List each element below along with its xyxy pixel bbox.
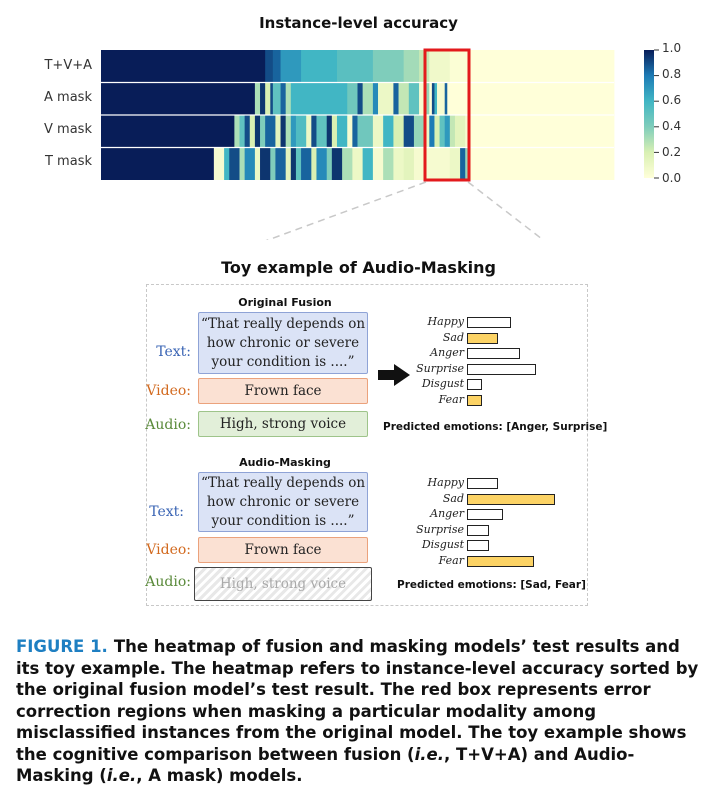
heatmap-cell xyxy=(429,83,432,116)
heatmap-cell xyxy=(296,148,302,181)
heatmap-cell xyxy=(296,115,307,148)
caption-ie-1: i.e. xyxy=(414,744,444,764)
zoom-connector-right xyxy=(468,182,590,240)
heatmap-title: Instance-level accuracy xyxy=(259,14,458,32)
masked-video-label: Video: xyxy=(146,542,191,558)
heatmap-cell xyxy=(270,148,276,181)
heatmap-cell xyxy=(214,148,225,181)
masked-emotion-bar xyxy=(467,478,498,489)
heatmap-cell xyxy=(404,148,415,181)
heatmap-cell xyxy=(234,115,240,148)
heatmap-cell xyxy=(399,83,410,116)
original-text-label: Text: xyxy=(156,344,191,360)
masked-video-box: Frown face xyxy=(198,537,368,563)
colorbar-tick-label: 0.2 xyxy=(662,145,682,159)
heatmap-cell xyxy=(470,50,614,83)
colorbar-tick-label: 0.8 xyxy=(662,67,682,81)
masked-emotion-bar xyxy=(467,540,489,551)
original-text-line: how chronic or severe xyxy=(206,334,360,351)
masked-emotion-bar xyxy=(467,556,534,567)
heatmap-cell xyxy=(358,115,374,148)
original-video-box: Frown face xyxy=(198,378,368,404)
heatmap-cell xyxy=(373,83,379,116)
heatmap-cell xyxy=(245,148,256,181)
heatmap-cell xyxy=(286,148,292,181)
caption-text-3: , A mask) models. xyxy=(136,766,303,785)
masked-text-line: your condition is ....” xyxy=(211,512,355,529)
figure-caption xyxy=(16,636,706,787)
heatmap-cell xyxy=(429,50,450,83)
caption-text-1: The heatmap of fusion and masking models’ test results and its toy example. The heatmap refers to instance-level accuracy sorted by the original fusion model’s test result. The red box represents error correction regions when masking a particular modality among misclassified instances from the original model. The toy example shows the cognitive comparison between fusion ( xyxy=(16,637,699,764)
heatmap-cell xyxy=(327,148,333,181)
heatmap-cell xyxy=(255,148,261,181)
heatmap-cell xyxy=(447,83,470,116)
masked-emotion-label: Sad xyxy=(442,491,464,505)
heatmap-cell xyxy=(470,148,614,181)
original-emotion-bar xyxy=(467,379,482,390)
heatmap-cell xyxy=(432,83,435,116)
heatmap-cell xyxy=(450,115,456,148)
heatmap-cell xyxy=(378,83,394,116)
heatmap-cell xyxy=(445,83,448,116)
heatmap-cell xyxy=(255,115,261,148)
original-text-line: your condition is ....” xyxy=(211,353,355,370)
heatmap-cell xyxy=(424,148,450,181)
heatmap-cell xyxy=(255,83,261,116)
heatmap-cell xyxy=(240,148,246,181)
heatmap-cell xyxy=(281,50,302,83)
heatmap-cell xyxy=(273,50,281,83)
original-emotion-bar xyxy=(467,364,536,375)
heatmap-cell xyxy=(347,115,353,148)
heatmap-cell xyxy=(363,83,374,116)
heatmap-cell xyxy=(275,115,281,148)
masked-emotion-bar xyxy=(467,509,503,520)
masked-emotion-label: Happy xyxy=(427,476,464,489)
heatmap-cell xyxy=(347,83,358,116)
original-emotion-label: Sad xyxy=(442,330,464,344)
heatmap-cell xyxy=(332,148,343,181)
heatmap-cell xyxy=(311,115,317,148)
audio-masking-title: Audio-Masking xyxy=(239,456,331,469)
row-label-t-mask: T mask xyxy=(44,154,92,169)
masked-emotion-bar xyxy=(467,494,555,505)
original-emotion-bar xyxy=(467,348,520,359)
original-audio-label: Audio: xyxy=(145,417,191,433)
heatmap-cell xyxy=(273,83,281,116)
heatmap-cell xyxy=(291,83,348,116)
heatmap-cell xyxy=(358,83,364,116)
heatmap-cell xyxy=(434,115,440,148)
heatmap-cell xyxy=(429,115,435,148)
colorbar-tick-label: 0.4 xyxy=(662,119,682,133)
masked-audio-label: Audio: xyxy=(145,574,191,590)
heatmap-cell xyxy=(101,115,235,148)
heatmap-cell xyxy=(352,115,358,148)
original-emotion-label: Disgust xyxy=(421,377,464,390)
masked-text-box xyxy=(198,472,368,532)
heatmap-cell xyxy=(316,115,327,148)
masked-emotion-label: Surprise xyxy=(416,522,464,536)
row-label-tva: T+V+A xyxy=(44,58,92,73)
heatmap-cell xyxy=(383,115,394,148)
heatmap-cell xyxy=(291,115,297,148)
heatmap-cell xyxy=(224,148,230,181)
heatmap-cell xyxy=(265,115,276,148)
heatmap-cell xyxy=(240,115,246,148)
heatmap-cell xyxy=(306,115,312,148)
heatmap-cell xyxy=(291,148,297,181)
heatmap-cell xyxy=(393,115,404,148)
heatmap-cell xyxy=(337,50,373,83)
heatmap-cell xyxy=(414,115,425,148)
row-label-a-mask: A mask xyxy=(44,90,92,105)
heatmap-cell xyxy=(404,115,415,148)
original-emotion-label: Fear xyxy=(438,392,464,406)
heatmap-cell xyxy=(450,148,461,181)
heatmap-cell xyxy=(352,148,363,181)
heatmap-cell xyxy=(460,148,466,181)
colorbar-ticks xyxy=(654,50,659,178)
original-video-label: Video: xyxy=(146,383,191,399)
colorbar-tick-label: 0.0 xyxy=(662,171,682,185)
masked-emotion-bar xyxy=(467,525,489,536)
heatmap-cell xyxy=(332,115,338,148)
zoom-connector-left xyxy=(148,182,426,240)
masked-text-line: “That really depends on xyxy=(200,474,366,491)
original-text-line: “That really depends on xyxy=(200,315,366,332)
heatmap-cell xyxy=(409,83,420,116)
caption-ie-2: i.e. xyxy=(106,766,137,785)
heatmap-cell xyxy=(281,83,287,116)
heatmap-cell xyxy=(440,115,446,148)
heatmap-cell xyxy=(275,148,286,181)
toy-example-title: Toy example of Audio-Masking xyxy=(221,258,496,277)
heatmap-cell xyxy=(311,148,317,181)
heatmap-cell xyxy=(250,115,256,148)
heatmap-cell xyxy=(437,83,445,116)
original-emotion-label: Happy xyxy=(427,315,464,328)
original-fusion-title: Original Fusion xyxy=(238,296,332,309)
heatmap-cell xyxy=(101,148,214,181)
heatmap-cell xyxy=(286,83,292,116)
masked-text-line: how chronic or severe xyxy=(206,493,360,510)
heatmap-cell xyxy=(260,83,266,116)
heatmap-cell xyxy=(470,115,614,148)
caption-text-2: , T+V+A) and Audio-Masking ( xyxy=(16,744,635,785)
heatmap-cell xyxy=(455,115,466,148)
heatmap-cell xyxy=(301,50,337,83)
row-label-v-mask: V mask xyxy=(44,122,92,137)
original-emotion-label: Anger xyxy=(430,346,464,359)
colorbar-tick-label: 1.0 xyxy=(662,41,682,55)
heatmap-cell xyxy=(337,115,348,148)
heatmap-cell xyxy=(260,115,266,148)
heatmap-cell xyxy=(404,50,420,83)
heatmap-cell xyxy=(281,115,287,148)
heatmap-cell xyxy=(363,148,374,181)
heatmap-cell xyxy=(265,50,273,83)
original-audio-box: High, strong voice xyxy=(198,411,368,437)
heatmap-cell xyxy=(101,50,266,83)
original-emotion-label: Surprise xyxy=(416,361,464,375)
heatmap-cell xyxy=(434,83,437,116)
heatmap-cell xyxy=(245,115,251,148)
colorbar xyxy=(644,50,654,178)
masked-text-label: Text: xyxy=(149,504,184,520)
figure-number: FIGURE 1. xyxy=(16,637,108,656)
heatmap-cell xyxy=(260,148,271,181)
colorbar-tick-label: 0.6 xyxy=(662,93,682,107)
masked-emotion-label: Fear xyxy=(438,553,464,567)
heatmap-cell xyxy=(316,148,327,181)
heatmap-cell xyxy=(301,148,312,181)
heatmap-cell xyxy=(265,83,271,116)
heatmap-chart xyxy=(0,0,717,240)
heatmap-cell xyxy=(101,83,255,116)
heatmap-cell xyxy=(373,50,404,83)
heatmap-cell xyxy=(383,148,394,181)
original-emotion-bar xyxy=(467,317,511,328)
masked-audio-box: High, strong voice xyxy=(194,567,372,601)
heatmap-cell xyxy=(445,115,451,148)
heatmap-cell xyxy=(414,148,425,181)
heatmap-cell xyxy=(342,148,353,181)
heatmap-cell xyxy=(373,115,384,148)
masked-emotion-label: Disgust xyxy=(421,538,464,551)
masked-emotion-label: Anger xyxy=(430,507,464,520)
heatmap-cell xyxy=(470,83,614,116)
heatmap-cell xyxy=(286,115,292,148)
original-text-box xyxy=(198,312,368,374)
heatmap-cell xyxy=(229,148,240,181)
heatmap-cell xyxy=(393,83,399,116)
heatmap-cell xyxy=(393,148,404,181)
original-predicted-emotions: Predicted emotions: [Anger, Surprise] xyxy=(383,421,608,433)
original-emotion-bar xyxy=(467,333,498,344)
masked-predicted-emotions: Predicted emotions: [Sad, Fear] xyxy=(397,579,586,591)
heatmap-cell xyxy=(270,83,273,116)
heatmap-cell xyxy=(373,148,384,181)
original-emotion-bar xyxy=(467,395,482,406)
heatmap-cell xyxy=(327,115,333,148)
